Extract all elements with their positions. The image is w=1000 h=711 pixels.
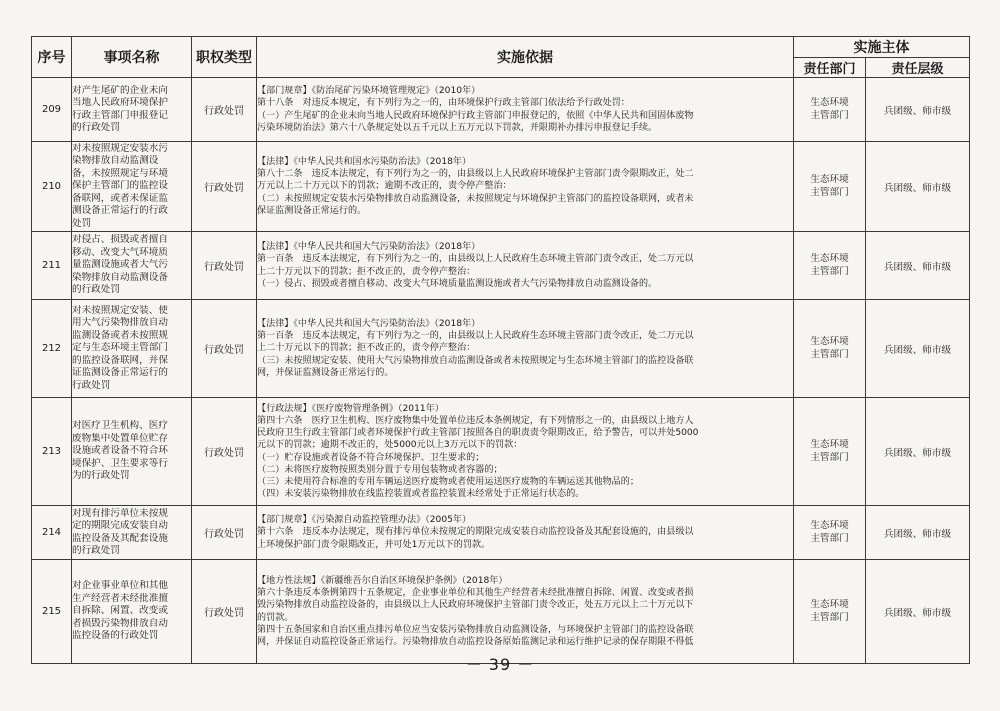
- row-number: 213: [32, 398, 72, 506]
- item-name: [72, 300, 192, 398]
- item-name-line: 的行政处罚: [72, 544, 120, 556]
- legal-basis-line: 【法律】《中华人民共和国大气污染防治法》（2018年）: [257, 242, 481, 253]
- responsible-dept: [794, 506, 866, 560]
- power-type: 行政处罚: [192, 560, 257, 664]
- item-name-line: 定的期限完成安装自动: [72, 520, 168, 532]
- responsible-dept-line: 主管部门: [810, 186, 849, 198]
- legal-basis: [257, 506, 794, 560]
- responsible-dept-line: 生态环境: [810, 97, 849, 109]
- legal-basis-line: 上环境保护部门责令限期改正，并可处1万元以下的罚款。: [257, 539, 491, 550]
- responsible-dept-line: 生态环境: [810, 520, 849, 532]
- item-name: [72, 398, 192, 506]
- legal-basis-line: 第一百条 违反本法规定，有下列行为之一的，由县级以上人民政府生态环境主管部门责令改正，处二万元以: [257, 331, 694, 342]
- responsible-level: 兵团级、师市级: [866, 142, 970, 232]
- responsible-dept-line: 生态环境: [810, 599, 849, 611]
- power-type: 行政处罚: [192, 300, 257, 398]
- legal-basis: [257, 78, 794, 142]
- item-name-line: 备联网，或者未保证监: [72, 192, 168, 204]
- legal-basis-line: 【地方性法规】《新疆维吾尔自治区环境保护条例》（2018年）: [257, 575, 508, 586]
- legal-basis-line: 网，并保证自动监控设备正常运行。污染物排放自动监控设备原始监测记录和运行维护记录的保存期限不得低: [257, 636, 694, 647]
- item-name-line: 监测设备或者未按照规: [72, 329, 168, 341]
- item-name-line: 证监测设备正常运行的: [72, 367, 168, 379]
- legal-basis-line: 第六十条违反本条例第四十五条规定，企业事业单位和其他生产经营者未经批准擅自拆除、闲置、改变或者损: [257, 588, 694, 599]
- responsible-dept-line: 生态环境: [810, 336, 849, 348]
- row-number: 211: [32, 232, 72, 300]
- legal-basis-line: 【法律】《中华人民共和国水污染防治法》（2018年）: [257, 156, 472, 167]
- responsible-level: 兵团级、师市级: [866, 300, 970, 398]
- item-name-line: 定与生态环境主管部门: [72, 342, 168, 354]
- responsible-dept: [794, 300, 866, 398]
- header-implementing-subject: 实施主体: [794, 37, 970, 58]
- legal-basis-line: 民政府卫生行政主管部门或者环境保护行政主管部门按照各自的职责责令限期改正，给予警告，可以并处5000: [257, 428, 699, 439]
- item-name: [72, 232, 192, 300]
- item-name: [72, 560, 192, 664]
- legal-basis-line: （三）未使用符合标准的专用车辆运送医疗废物或者使用运送医疗废物的车辆运送其他物品的；: [257, 476, 639, 487]
- responsible-dept: [794, 142, 866, 232]
- item-name-line: 对产生尾矿的企业未向: [72, 84, 168, 96]
- power-type: 行政处罚: [192, 142, 257, 232]
- legal-basis-line: 的罚款。: [257, 612, 294, 623]
- responsible-level: 兵团级、师市级: [866, 232, 970, 300]
- legal-basis-line: 【法律】《中华人民共和国大气污染防治法》（2018年）: [257, 318, 481, 329]
- legal-basis: [257, 300, 794, 398]
- legal-basis-line: 第十八条 对违反本规定，有下列行为之一的，由环境保护行政主管部门依法给予行政处罚：: [257, 98, 630, 109]
- responsible-level: 兵团级、师市级: [866, 78, 970, 142]
- header-legal-basis: 实施依据: [257, 37, 794, 78]
- power-type: 行政处罚: [192, 398, 257, 506]
- item-name-line: 监控设备的行政处罚: [72, 630, 159, 642]
- power-type: 行政处罚: [192, 232, 257, 300]
- item-name-line: 处罚: [72, 217, 92, 229]
- responsible-dept: [794, 232, 866, 300]
- row-number: 210: [32, 142, 72, 232]
- power-type: 行政处罚: [192, 506, 257, 560]
- responsible-level: 兵团级、师市级: [866, 398, 970, 506]
- item-name-line: 备，未按照规定与环境: [72, 167, 168, 179]
- responsible-dept-line: 生态环境: [810, 253, 849, 265]
- responsible-dept-line: 生态环境: [810, 174, 849, 186]
- item-name-line: 移动、改变大气环境质: [72, 246, 168, 258]
- header-item-name: 事项名称: [72, 37, 192, 78]
- legal-basis-line: 第八十二条 违反本法规定，有下列行为之一的，由县级以上人民政府环境保护主管部门责令限期改正，处二: [257, 169, 694, 180]
- responsible-dept-line: 主管部门: [810, 611, 849, 623]
- item-name-line: 的行政处罚: [72, 121, 120, 133]
- item-name-line: 对现有排污单位未按规: [72, 507, 168, 519]
- legal-basis-line: （四）未安装污染物排放在线监控装置或者监控装置未经常处于正常运行状态的。: [257, 489, 585, 500]
- item-name-line: 染物排放自动监测设: [72, 155, 159, 167]
- item-name-line: 行政处罚: [72, 379, 111, 391]
- responsible-level: 兵团级、师市级: [866, 506, 970, 560]
- item-name-line: 生产经营者未经批准擅: [72, 592, 168, 604]
- legal-basis-line: 网，并保证监测设备正常运行的。: [257, 367, 394, 378]
- item-name-line: 对企业事业单位和其他: [72, 580, 168, 592]
- header-number: 序号: [32, 37, 72, 78]
- item-name-line: 行政主管部门申报登记: [72, 109, 168, 121]
- responsible-dept-line: 主管部门: [810, 451, 849, 463]
- legal-basis-line: 上二十万元以下的罚款；拒不改正的，责令停产整治：: [257, 343, 476, 354]
- table-row: [32, 142, 970, 232]
- table-row: [32, 506, 970, 560]
- row-number: 214: [32, 506, 72, 560]
- legal-basis-line: 元以下的罚款；逾期不改正的，处5000元以上3万元以下的罚款：: [257, 440, 523, 451]
- legal-basis-line: 第十六条 违反本办法规定，现有排污单位未按规定的期限完成安装自动监控设备及其配套设施的，由县级以: [257, 527, 694, 538]
- legal-basis-line: 第一百条 违反本法规定，有下列行为之一的，由县级以上人民政府生态环境主管部门责令改正，处二万元以: [257, 254, 694, 265]
- legal-basis: [257, 142, 794, 232]
- legal-basis-line: 【部门规章】《防治尾矿污染环境管理规定》（2010年）: [257, 86, 481, 97]
- responsible-dept: [794, 560, 866, 664]
- item-name-line: 对未按照规定安装、使: [72, 305, 168, 317]
- item-name-line: 废物集中处置单位贮存: [72, 432, 168, 444]
- item-name-line: 自拆除、闲置、改变或: [72, 605, 168, 617]
- legal-basis-line: 第四十五条国家和自治区重点排污单位应当安装污染物排放自动监测设备，与环境保护主管部门的监控设备联: [257, 624, 694, 635]
- power-type: 行政处罚: [192, 78, 257, 142]
- legal-basis-line: 万元以上二十万元以下的罚款；逾期不改正的，责令停产整治：: [257, 181, 512, 192]
- item-name-line: 对侵占、损毁或者擅自: [72, 234, 168, 246]
- table-body: [32, 78, 970, 664]
- legal-basis-line: （一）贮存设施或者设备不符合环境保护、卫生要求的；: [257, 452, 485, 463]
- table-row: [32, 232, 970, 300]
- row-number: 209: [32, 78, 72, 142]
- item-name-line: 监控设备及其配套设施: [72, 532, 168, 544]
- legal-basis-line: （一）产生尾矿的企业未向当地人民政府环境保护行政主管部门申报登记的，依照《中华人民共和国固体废物: [257, 110, 694, 121]
- legal-basis-line: 上二十万元以下的罚款；拒不改正的，责令停产整治：: [257, 266, 476, 277]
- item-name-line: 为的行政处罚: [72, 470, 130, 482]
- row-number: 215: [32, 560, 72, 664]
- legal-basis-line: （三）未按照规定安装、使用大气污染物排放自动监测设备或者未按照规定与生态环境主管部门的监控设备联: [257, 355, 694, 366]
- item-name-line: 的行政处罚: [72, 284, 120, 296]
- responsible-dept: [794, 398, 866, 506]
- responsible-dept-line: 主管部门: [810, 532, 849, 544]
- table-row: [32, 398, 970, 506]
- legal-basis-line: 保证监测设备正常运行的。: [257, 205, 367, 216]
- item-name: [72, 506, 192, 560]
- responsible-dept-line: 主管部门: [810, 348, 849, 360]
- item-name: [72, 78, 192, 142]
- item-name-line: 当地人民政府环境保护: [72, 97, 168, 109]
- item-name-line: 境保护、卫生要求等行: [72, 457, 168, 469]
- responsible-level: 兵团级、师市级: [866, 560, 970, 664]
- table-row: [32, 300, 970, 398]
- header-power-type: 职权类型: [192, 37, 257, 78]
- item-name-line: 对未按照规定安装水污: [72, 143, 168, 155]
- item-name-line: 对医疗卫生机构、医疗: [72, 420, 168, 432]
- responsible-dept-line: 主管部门: [810, 109, 849, 121]
- page-number: － 39 －: [465, 655, 535, 674]
- legal-basis-line: （一）侵占、损毁或者擅自移动、改变大气环境质量监测设施或者大气污染物排放自动监测设备的。: [257, 278, 658, 289]
- item-name: [72, 142, 192, 232]
- legal-basis-line: 污染环境防治法》第六十八条规定处以五千元以上五万元以下罚款，并限期补办排污申报登记手续。: [257, 122, 658, 133]
- responsible-dept-line: 生态环境: [810, 439, 849, 451]
- header-responsible-dept: 责任部门: [794, 58, 866, 78]
- header-row: [32, 37, 970, 58]
- item-name-line: 的监控设备联网，并保: [72, 354, 168, 366]
- responsible-dept-line: 主管部门: [810, 265, 849, 277]
- legal-basis: [257, 398, 794, 506]
- legal-basis-line: （二）未将医疗废物按照类别分置于专用包装物或者容器的；: [257, 464, 503, 475]
- legal-basis: [257, 232, 794, 300]
- item-name-line: 测设备正常运行的行政: [72, 205, 168, 217]
- legal-basis-line: 第四十六条 医疗卫生机构、医疗废物集中处置单位违反本条例规定，有下列情形之一的，由县级以上地方人: [257, 415, 694, 426]
- legal-basis-line: 毁污染物排放自动监控设备的，由县级以上人民政府环境保护主管部门责令改正，处五万元以上二十万元以下: [257, 600, 694, 611]
- responsible-dept: [794, 78, 866, 142]
- legal-basis-line: 【行政法规】《医疗废物管理条例》（2011年）: [257, 403, 444, 414]
- item-name-line: 染物排放自动监测设备: [72, 271, 168, 283]
- legal-basis: [257, 560, 794, 664]
- header-responsible-level: 责任层级: [866, 58, 970, 78]
- item-name-line: 设施或者设备不符合环: [72, 445, 168, 457]
- item-name-line: 量监测设施或者大气污: [72, 259, 168, 271]
- enforcement-table: [31, 36, 970, 664]
- legal-basis-line: 【部门规章】《污染源自动监控管理办法》（2005年）: [257, 515, 472, 526]
- legal-basis-line: （二）未按照规定安装水污染物排放自动监测设备，未按照规定与环境保护主管部门的监控设备联网，或者未: [257, 193, 694, 204]
- item-name-line: 者损毁污染物排放自动: [72, 617, 168, 629]
- item-name-line: 保护主管部门的监控设: [72, 180, 168, 192]
- table-row: [32, 560, 970, 664]
- row-number: 212: [32, 300, 72, 398]
- item-name-line: 用大气污染物排放自动: [72, 317, 168, 329]
- table-row: [32, 78, 970, 142]
